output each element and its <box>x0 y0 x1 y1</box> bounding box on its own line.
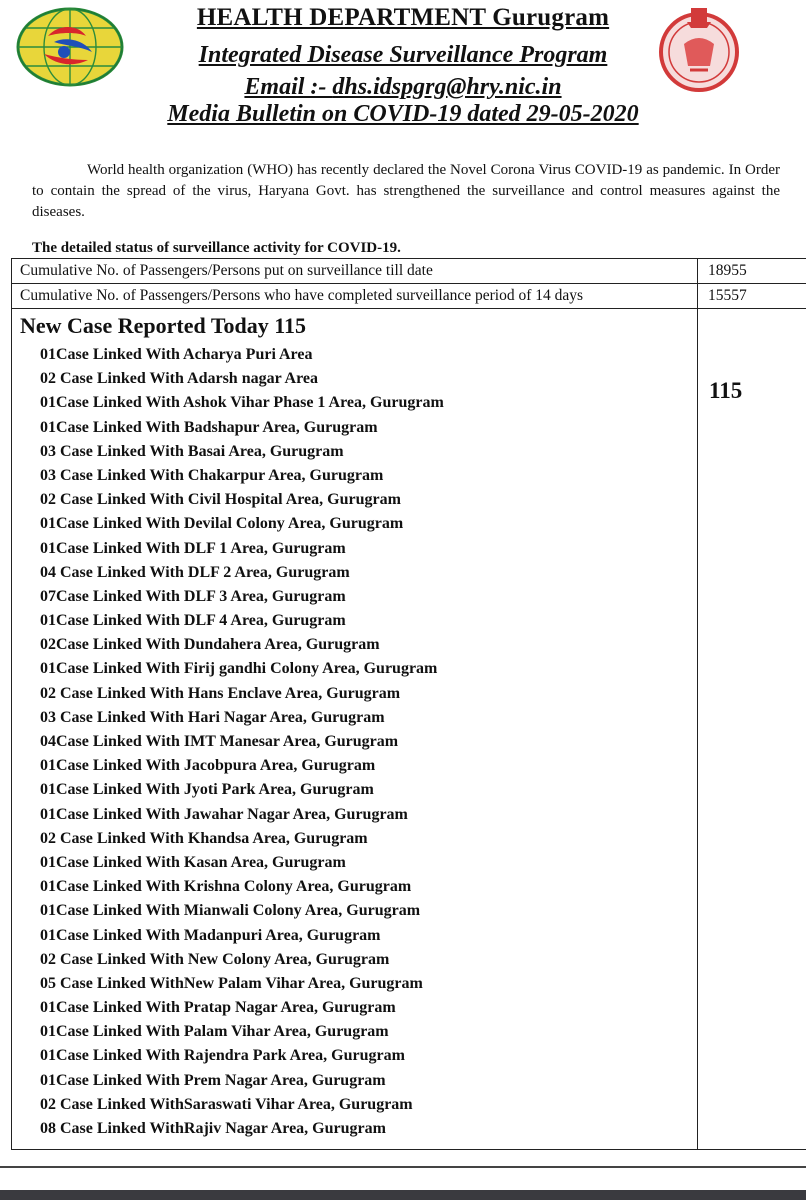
list-item: 01Case Linked With Madanpuri Area, Gurugram <box>40 926 381 944</box>
new-case-heading: New Case Reported Today 115 <box>20 313 307 338</box>
status-value: 15557 <box>698 284 806 309</box>
list-item: 01Case Linked With Ashok Vihar Phase 1 Area, Gurugram <box>40 394 444 412</box>
list-item: 01Case Linked With Firij gandhi Colony Area, Gurugram <box>40 660 438 678</box>
list-item: 01Case Linked With Krishna Colony Area, Gurugram <box>40 878 412 896</box>
list-item: 03 Case Linked With Hari Nagar Area, Gurugram <box>40 708 385 726</box>
department-title: HEALTH DEPARTMENT Gurugram <box>196 4 610 31</box>
case-list <box>20 343 697 1141</box>
table-row <box>12 259 806 284</box>
list-item: 01Case Linked With Pratap Nagar Area, Gurugram <box>40 999 396 1017</box>
status-label: Cumulative No. of Passengers/Persons who have completed surveillance period of 14 days <box>12 284 698 309</box>
bottom-divider <box>0 1166 806 1168</box>
list-item: 01Case Linked With DLF 4 Area, Gurugram <box>40 612 346 630</box>
list-item: 02 Case Linked With Hans Enclave Area, Gurugram <box>40 684 401 702</box>
bulletin-title: Media Bulletin on COVID-19 dated 29-05-2020 <box>167 101 639 127</box>
list-item: 01Case Linked With Rajendra Park Area, Gurugram <box>40 1047 405 1065</box>
list-item: 01Case Linked With Jacobpura Area, Gurugram <box>40 757 376 775</box>
list-item: 02 Case Linked With Civil Hospital Area, Gurugram <box>40 491 401 509</box>
table-row <box>12 284 806 309</box>
table-row <box>12 309 806 1150</box>
list-item: 02 Case Linked WithSaraswati Vihar Area, Gurugram <box>40 1095 413 1113</box>
new-case-total: 115 <box>709 378 743 403</box>
list-item: 01Case Linked With Mianwali Colony Area, Gurugram <box>40 902 421 920</box>
list-item: 02 Case Linked With Adarsh nagar Area <box>40 370 318 388</box>
list-item: 01Case Linked With DLF 1 Area, Gurugram <box>40 539 346 557</box>
bulletin-header <box>0 0 806 140</box>
list-item: 04 Case Linked With DLF 2 Area, Gurugram <box>40 563 350 581</box>
list-item: 01Case Linked With Prem Nagar Area, Gurugram <box>40 1071 386 1089</box>
intro-paragraph: World health organization (WHO) has recently declared the Novel Corona Virus COVID-19 as pandemic. In Order to contain the spread of the virus, Haryana Govt. has strengthened the surveillance and control measures against the diseases. <box>32 162 780 220</box>
list-item: 01Case Linked With Jyoti Park Area, Gurugram <box>40 781 374 799</box>
list-item: 03 Case Linked With Chakarpur Area, Gurugram <box>40 466 384 484</box>
list-item: 05 Case Linked WithNew Palam Vihar Area, Gurugram <box>40 974 423 992</box>
status-section-title: The detailed status of surveillance activity for COVID-19. <box>32 240 401 256</box>
list-item: 01Case Linked With Badshapur Area, Gurugram <box>40 418 378 436</box>
bottom-bar <box>0 1190 806 1200</box>
new-cases-cell <box>12 309 698 1150</box>
list-item: 03 Case Linked With Basai Area, Gurugram <box>40 442 344 460</box>
list-item: 04Case Linked With IMT Manesar Area, Gurugram <box>40 733 399 750</box>
list-item: 01Case Linked With Acharya Puri Area <box>40 346 313 363</box>
email-line <box>0 74 806 101</box>
list-item: 01Case Linked With Kasan Area, Gurugram <box>40 853 346 871</box>
list-item: 01Case Linked With Palam Vihar Area, Gurugram <box>40 1023 389 1041</box>
status-value: 18955 <box>698 259 806 284</box>
list-item: 07Case Linked With DLF 3 Area, Gurugram <box>40 587 346 605</box>
email-label: Email :- <box>244 74 333 100</box>
list-item: 08 Case Linked WithRajiv Nagar Area, Gurugram <box>40 1120 386 1137</box>
email-address: dhs.idspgrg@hry.nic.in <box>332 74 562 100</box>
list-item: 01Case Linked With Devilal Colony Area, Gurugram <box>40 515 404 533</box>
list-item: 02 Case Linked With Khandsa Area, Gurugram <box>40 829 368 847</box>
list-item: 01Case Linked With Jawahar Nagar Area, Gurugram <box>40 805 408 823</box>
program-title: Integrated Disease Surveillance Program <box>198 42 608 68</box>
new-case-total-cell <box>698 309 806 1150</box>
list-item: 02Case Linked With Dundahera Area, Gurugram <box>40 636 380 654</box>
surveillance-status-table <box>11 258 806 1150</box>
status-label: Cumulative No. of Passengers/Persons put on surveillance till date <box>12 259 698 284</box>
list-item: 02 Case Linked With New Colony Area, Gurugram <box>40 950 390 968</box>
